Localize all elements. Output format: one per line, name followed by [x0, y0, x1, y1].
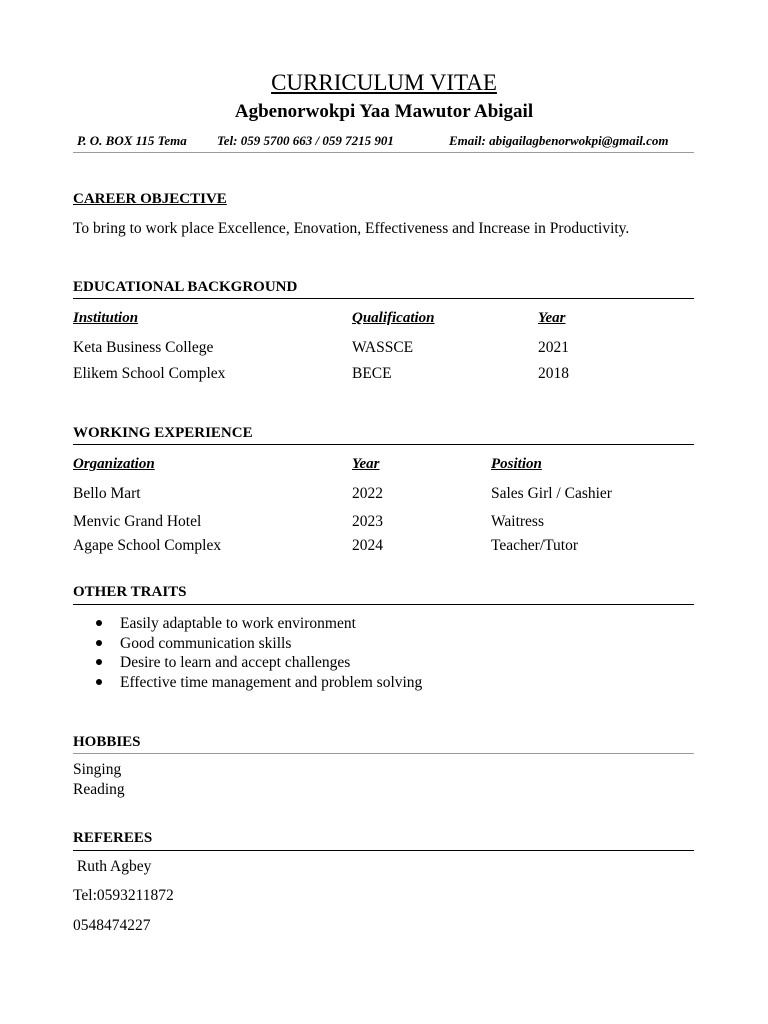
header-divider: [73, 152, 694, 153]
referees-divider: [73, 850, 694, 851]
education-col-qualification: Qualification: [352, 310, 435, 326]
education-qualification: WASSCE: [352, 339, 414, 356]
experience-year: 2024: [352, 537, 383, 554]
experience-position: Teacher/Tutor: [491, 537, 579, 554]
experience-organization: Agape School Complex: [73, 537, 222, 554]
bullet-icon: [96, 659, 102, 665]
education-heading: EDUCATIONAL BACKGROUND: [73, 279, 298, 295]
education-institution: Elikem School Complex: [73, 365, 226, 382]
trait-item: Easily adaptable to work environment: [120, 615, 356, 632]
bullet-icon: [96, 679, 102, 685]
referee-name: Ruth Agbey: [73, 858, 152, 875]
education-divider: [73, 298, 694, 299]
referee-phone: Tel:0593211872: [73, 887, 174, 904]
experience-heading: WORKING EXPERIENCE: [73, 425, 253, 441]
education-year: 2018: [538, 365, 569, 382]
hobbies-heading: HOBBIES: [73, 734, 141, 750]
experience-organization: Menvic Grand Hotel: [73, 513, 202, 530]
referees-heading: REFEREES: [73, 830, 153, 846]
hobbies-divider: [73, 753, 694, 754]
experience-position: Waitress: [491, 513, 544, 530]
document-title: CURRICULUM VITAE: [271, 70, 497, 95]
bullet-icon: [96, 640, 102, 646]
bullet-icon: [96, 620, 102, 626]
education-institution: Keta Business College: [73, 339, 214, 356]
experience-year: 2022: [352, 485, 383, 502]
experience-position: Sales Girl / Cashier: [491, 485, 612, 502]
experience-divider: [73, 444, 694, 445]
experience-col-year: Year: [352, 456, 380, 472]
experience-year: 2023: [352, 513, 383, 530]
education-year: 2021: [538, 339, 569, 356]
education-col-year: Year: [538, 310, 566, 326]
experience-col-position: Position: [491, 456, 542, 472]
education-col-institution: Institution: [73, 310, 139, 326]
career-objective-heading: CAREER OBJECTIVE: [73, 191, 227, 207]
career-objective-text: To bring to work place Excellence, Enovation, Effectiveness and Increase in Productivity.: [73, 220, 630, 237]
experience-organization: Bello Mart: [73, 485, 141, 502]
trait-item: Desire to learn and accept challenges: [120, 654, 351, 671]
hobby-item: Singing: [73, 761, 122, 778]
hobby-item: Reading: [73, 781, 125, 798]
education-qualification: BECE: [352, 365, 392, 382]
experience-col-organization: Organization: [73, 456, 155, 472]
traits-divider: [73, 604, 694, 605]
trait-item: Good communication skills: [120, 635, 292, 652]
candidate-name: Agbenorwokpi Yaa Mawutor Abigail: [234, 101, 534, 122]
referee-phone-alt: 0548474227: [73, 917, 151, 934]
traits-heading: OTHER TRAITS: [73, 584, 187, 600]
phone-numbers: Tel: 059 5700 663 / 059 7215 901: [217, 133, 394, 148]
email-address: Email: abigailagbenorwokpi@gmail.com: [449, 133, 669, 148]
trait-item: Effective time management and problem solving: [120, 674, 423, 691]
postal-address: P. O. BOX 115 Tema: [77, 133, 187, 148]
